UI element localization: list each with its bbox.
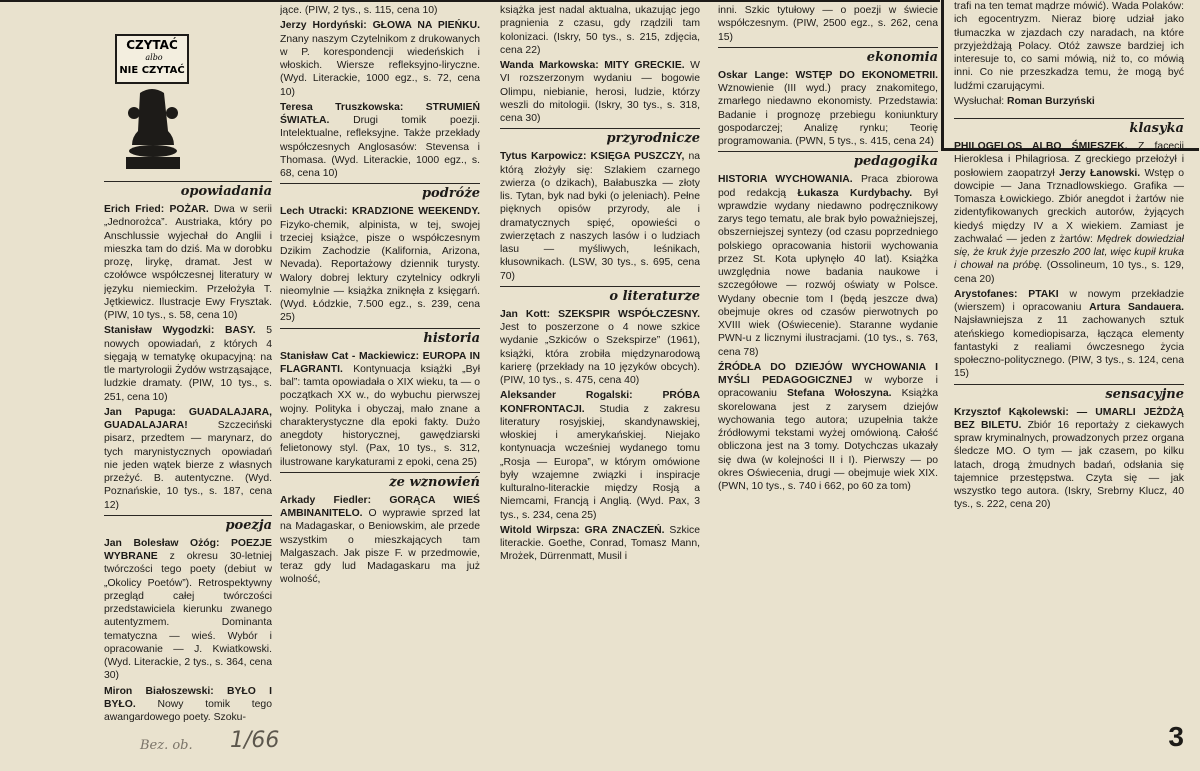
entry-zrodla: ŹRÓDŁA DO DZIEJÓW WYCHOWANIA I MYŚLI PEDAGOGICZNEJ w wyborze i opracowaniu Stefana Wołoszyna. Książka skorelowana jest z zarysem dziejów wychowania tego autora; uzupełnia także źródłowymi tekstami wyżej omówioną. Całość obliczona jest na 3 tomy. Dotychczas ukazały się dwa (w kolejności II i I). Pierwszy — po okres Oświecenia, drugi — obejmuje wiek XIX. (PWN, 10 tys., s. 740 i 662, po 60 za tom) bbox=[718, 361, 938, 492]
entry-utracki: Lech Utracki: KRADZIONE WEEKENDY. Fizyko-chemik, alpinista, w tej, swojej trzeciej książce, pisze o współczesnym Dzikim Zachodzie (Kalifornia, Arizona, Nevada). Reportażowy dziennik turysty. Walory dobrej lektury czytelnicy odkryli nieomylnie — książka zniknęła z księgarń. (Wyd. Łódzkie, 7.500 egz., s. 239, cena 25) bbox=[280, 206, 480, 324]
entry-bialoszewski: Miron Białoszewski: BYŁO I BYŁO. Nowy tomik tego awangardowego poety. Szoku- bbox=[104, 685, 272, 723]
entry-hordynski: Jerzy Hordyński: GŁOWA NA PIEŃKU. Znany naszym Czytelnikom z drukowanych w P. korespondencji wiedeńskich i włoskich. Wiersze refleksyjno-liryczne. (Wyd. Literackie, 1000 egz., s. 72, cena 10) bbox=[280, 20, 480, 98]
column-1 bbox=[104, 178, 272, 758]
entry-truszkowska: Teresa Truszkowska: STRUMIEŃ ŚWIATŁA. Drugi tomik poezji. Intelektualne, refleksyjne. Także przekłady współczesnych Anglosasów: Stevensa i Thomasa. (Wyd. Literackie, 1000 egz., s. 68, cena 10) bbox=[280, 101, 480, 179]
entry-fiedler: Arkady Fiedler: GORĄCA WIEŚ AMBINANITELO. O wyprawie sprzed lat na Madagaskar, o Beniowskim, ale przede wszystkim o mieszkających tam Malgaszach. Jak pisze F. w przedmowie, teraz gdy lud Madagaskaru ma już wolność, bbox=[280, 494, 480, 586]
entry-kakolewski: Krzysztof Kąkolewski: — UMARLI JEŻDŻĄ BEZ BILETU. Zbiór 16 reportaży z ciekawych spraw kryminalnych, prowadzonych przez organa śledcze MO. O tym — jak czasem, po kilku latach, drogą żmudnych badań, odsłania się tajemnice przestępstwa. Czyta się — jak wszystko tego autora. (Iskry, Srebrny Klucz, 40 tys., s. 222, cena 20) bbox=[954, 406, 1184, 511]
entry-karpowicz: Tytus Karpowicz: KSIĘGA PUSZCZY, na którą złożyły się: Szlakiem czarnego zwierza (o dzikach), Bałabuszka — złoty lis. Tytan, byk nad byki (o jeleniach). Pełne pięknych opisów przyrody, ale i dramatycznych spięć, opowieści o zwierzętach z naszych lasów i o ludziach lasu — myśliwych, leśnikach, kłusownikach. (LSW, 30 tys., s. 695, cena 70) bbox=[500, 151, 700, 282]
library-stamp: Bez. ob. bbox=[140, 738, 193, 753]
section-ekonomia: ekonomia bbox=[718, 47, 938, 65]
section-opowiadania: opowiadania bbox=[104, 181, 272, 199]
logo-line3: NIE CZYTAĆ bbox=[119, 65, 185, 76]
entry-philogelos: PHILOGELOS ALBO ŚMIESZEK. Z facecji Hieroklesa i Philagriosa. Z greckiego przełożył i posłowiem zaopatrzył Jerzy Łanowski. Wstęp o dowcipie — Jana Trznadlowskiego. Grafika — Tomasza Łowickiego. Zbiór anegdot i żartów nie zidentyfikowanych greckich autorów, żyjących kiedyś między IV a X wiekiem. Zamiast je zachwalać — jeden z żartów: Mędrek dowiedział się, że kruk żyje przeszło 200 lat, więc kupił kruka i chował na próbę. (Ossolineum, 10 tys., s. 129, cena 20) bbox=[954, 141, 1184, 285]
entry-bialoszewski-cont: jące. (PIW, 2 tys., s. 115, cena 10) bbox=[280, 5, 438, 16]
entry-wirpsza: Witold Wirpsza: GRA ZNACZEŃ. Szkice literackie. Goethe, Conrad, Tomasz Mann, Mrożek, Dürrenmatt, Musil i bbox=[500, 524, 700, 563]
handwritten-mark: 1/66 bbox=[230, 728, 280, 753]
page-number: 3 bbox=[1168, 721, 1184, 752]
entry-arystofanes: Arystofanes: PTAKI w nowym przekładzie (wierszem) i opracowaniu Artura Sandauera. Najsławniejsza z 11 zachowanych sztuk ateńskiego komediopisarza, łącząca elementy fantastyki z realiami ówczesnego życia społeczno-politycznego. (PIW, 3 tys., s. 124, cena 15) bbox=[954, 288, 1184, 380]
top-rule bbox=[0, 0, 940, 2]
column-5 bbox=[954, 0, 1184, 760]
entry-fried: Erich Fried: POŻAR. Dwa w serii „Jednorożca”. Austriaka, który po Anschlussie wyjechał do Anglii i mieszka tam do dziś. Ma w dorobku prozę, lirykę, dramat. Jest w czołówce współczesnej literatury w języku niemieckim. Przełożyła T. Jętkiewicz. Ilustracje Ewy Frysztak. (PIW, 10 tys., s. 58, cena 10) bbox=[104, 204, 272, 321]
entry-mackiewicz: Stanisław Cat - Mackiewicz: EUROPA IN FLAGRANTI. Kontynuacja książki „Był bal”: tamta opowiadała o XIX wieku, ta — o początkach XX w., do wybuchu pierwszej wojny. Polityka i obyczaj, mało znane a charakterystyczne dla epoki fakty. Dużo anegdoty historycznej, gawędziarski felietonowy styl. (Pax, 10 tys., s. 312, ilustrowane karykaturami z epoki, cena 25) bbox=[280, 350, 480, 468]
entry-ozog: Jan Bolesław Ożóg: POEZJE WYBRANE z okresu 30-letniej twórczości tego poety (debiut w „Okolicy Poetów”). Retrospektywny przegląd całej twórczości przedstawiciela kierunku zwanego autentyzmem. Dominanta tematyczna — wieś. Wybór i opracowanie — J. Kwiatkowski. (Wyd. Literackie, 2 tys., s. 364, cena 30) bbox=[104, 537, 272, 682]
column-2 bbox=[280, 4, 480, 764]
section-historia: historia bbox=[280, 328, 480, 346]
section-klasyka: klasyka bbox=[954, 118, 1184, 136]
entry-rogalski: Aleksander Rogalski: PRÓBA KONFRONTACJI. Studia z zakresu literatury rosyjskiej, skandynawskiej, włoskiej i amerykańskiej. Niejako kontynuacja wcześniej wydanego tomu „Rosja — Europa”, w którym omówione były wzajemne związki i inspiracje kulturalno-literackie między Rosją a Niemcami, Francją i Anglią. (Wyd. Pax, 3 tys., s. 234, cena 25) bbox=[500, 390, 700, 521]
section-o-literaturze: o literaturze bbox=[500, 286, 700, 304]
logo-line1: CZYTAĆ bbox=[126, 38, 178, 52]
section-podroze: podróże bbox=[280, 183, 480, 201]
section-przyrodnicze: przyrodnicze bbox=[500, 128, 700, 146]
box-left-border bbox=[941, 0, 944, 150]
section-poezja: poezja bbox=[104, 515, 272, 533]
section-sensacyjne: sensacyjne bbox=[954, 384, 1184, 402]
interview-ending: trafi na ten temat mądrze mówić). Wada Polaków: ich egocentryzm. Nieraz biorę udział jako tłumaczka w zjazdach czy naradach, na które przyjeżdżają Polacy. Otóż zawsze bardziej ich interesuje to, co sami mówią, niż to, co mówią inni. Co nie przeszkadza temu, że mogą być ludźmi czarującymi. bbox=[954, 1, 1184, 92]
logo-line2: albo bbox=[145, 53, 163, 62]
section-ze-wznowien: ze wznowień bbox=[280, 472, 480, 490]
entry-fiedler-cont: książka jest nadal aktualna, ukazując jego pragnienia z czasu, gdy rządzili tam kolonizaci. (Iskry, 50 tys., s. 215, zdjęcia, cena 22) bbox=[500, 5, 700, 56]
entry-papuga: Jan Papuga: GUADALAJARA, GUADALAJARA! Szczeciński pisarz, przedtem — marynarz, do tych marynistycznych opowiadań nie jeden wątek bierze z własnych przeżyć. B. autentyczne. (Wyd. Poznańskie, 10 tys., s. 187, cena 12) bbox=[104, 406, 272, 511]
interview-signature: Wysłuchał: Roman Burzyński bbox=[954, 95, 1095, 107]
column-3 bbox=[500, 4, 700, 764]
entry-kott: Jan Kott: SZEKSPIR WSPÓŁCZESNY. Jest to poszerzone o 4 nowe szkice wydanie „Szkiców o Szekspirze” (1961), książki, która zrobiła międzynarodową karierę (przekłady na 10 języków obcych). (PIW, 10 tys., s. 475, cena 40) bbox=[500, 308, 700, 386]
entry-markowska: Wanda Markowska: MITY GRECKIE. W VI rozszerzonym wydaniu — bogowie Olimpu, niebianie, herosi, ludzie, którzy weszli do mitologii. (Iskry, 30 tys., s. 318, cena 30) bbox=[500, 60, 700, 124]
entry-wirpsza-cont: inni. Szkic tytułowy — o poezji w świecie współczesnym. (PIW, 2500 egz., s. 262, cena 15) bbox=[718, 5, 938, 43]
entry-historia-wychowania: HISTORIA WYCHOWANIA. Praca zbiorowa pod redakcją Łukasza Kurdybachy. Był wprawdzie wydany niedawno podręcznikowy zarys tego tematu, ale brak było poważniejszej, obszerniejszej syntezy (od czasu poprzedniego polskiego opracowania historii wychowania przez St. Kota upłynęło 40 lat). Książka uwzględnia nowe badania naukowe i szczegółowe — rozwój oświaty w Polsce. Wydany obecnie tom I (będą jeszcze dwa) obejmuje okres od czasów pierwotnych po XVIII wiek (Oświecenie). Staranne wydanie PWN-u z licznymi ilustracjami. (10 tys., s. 763, cena 78) bbox=[718, 174, 938, 358]
entry-lange: Oskar Lange: WSTĘP DO EKONOMETRII. Wznowienie (III wyd.) pracy znakomitego, zmarłego niedawno ekonomisty. Przedstawia: Badanie i prognozę przebiegu koniunktury gospodarczej; Analizę rynku; Teorię programowania. (PWN, 5 tys., s. 415, cena 24) bbox=[718, 69, 938, 147]
section-pedagogika: pedagogika bbox=[718, 151, 938, 169]
column-4 bbox=[718, 4, 938, 764]
entry-wygodzki: Stanisław Wygodzki: BASY. 5 nowych opowiadań, z których 4 sięgają w tematykę okupacyjną: na tle martyrologii Żydów wstrząsające, ludzkie dramaty. (PIW, 10 tys., s. 251, cena 10) bbox=[104, 325, 272, 403]
czytac-albo-nie-czytac-logo bbox=[112, 33, 194, 173]
